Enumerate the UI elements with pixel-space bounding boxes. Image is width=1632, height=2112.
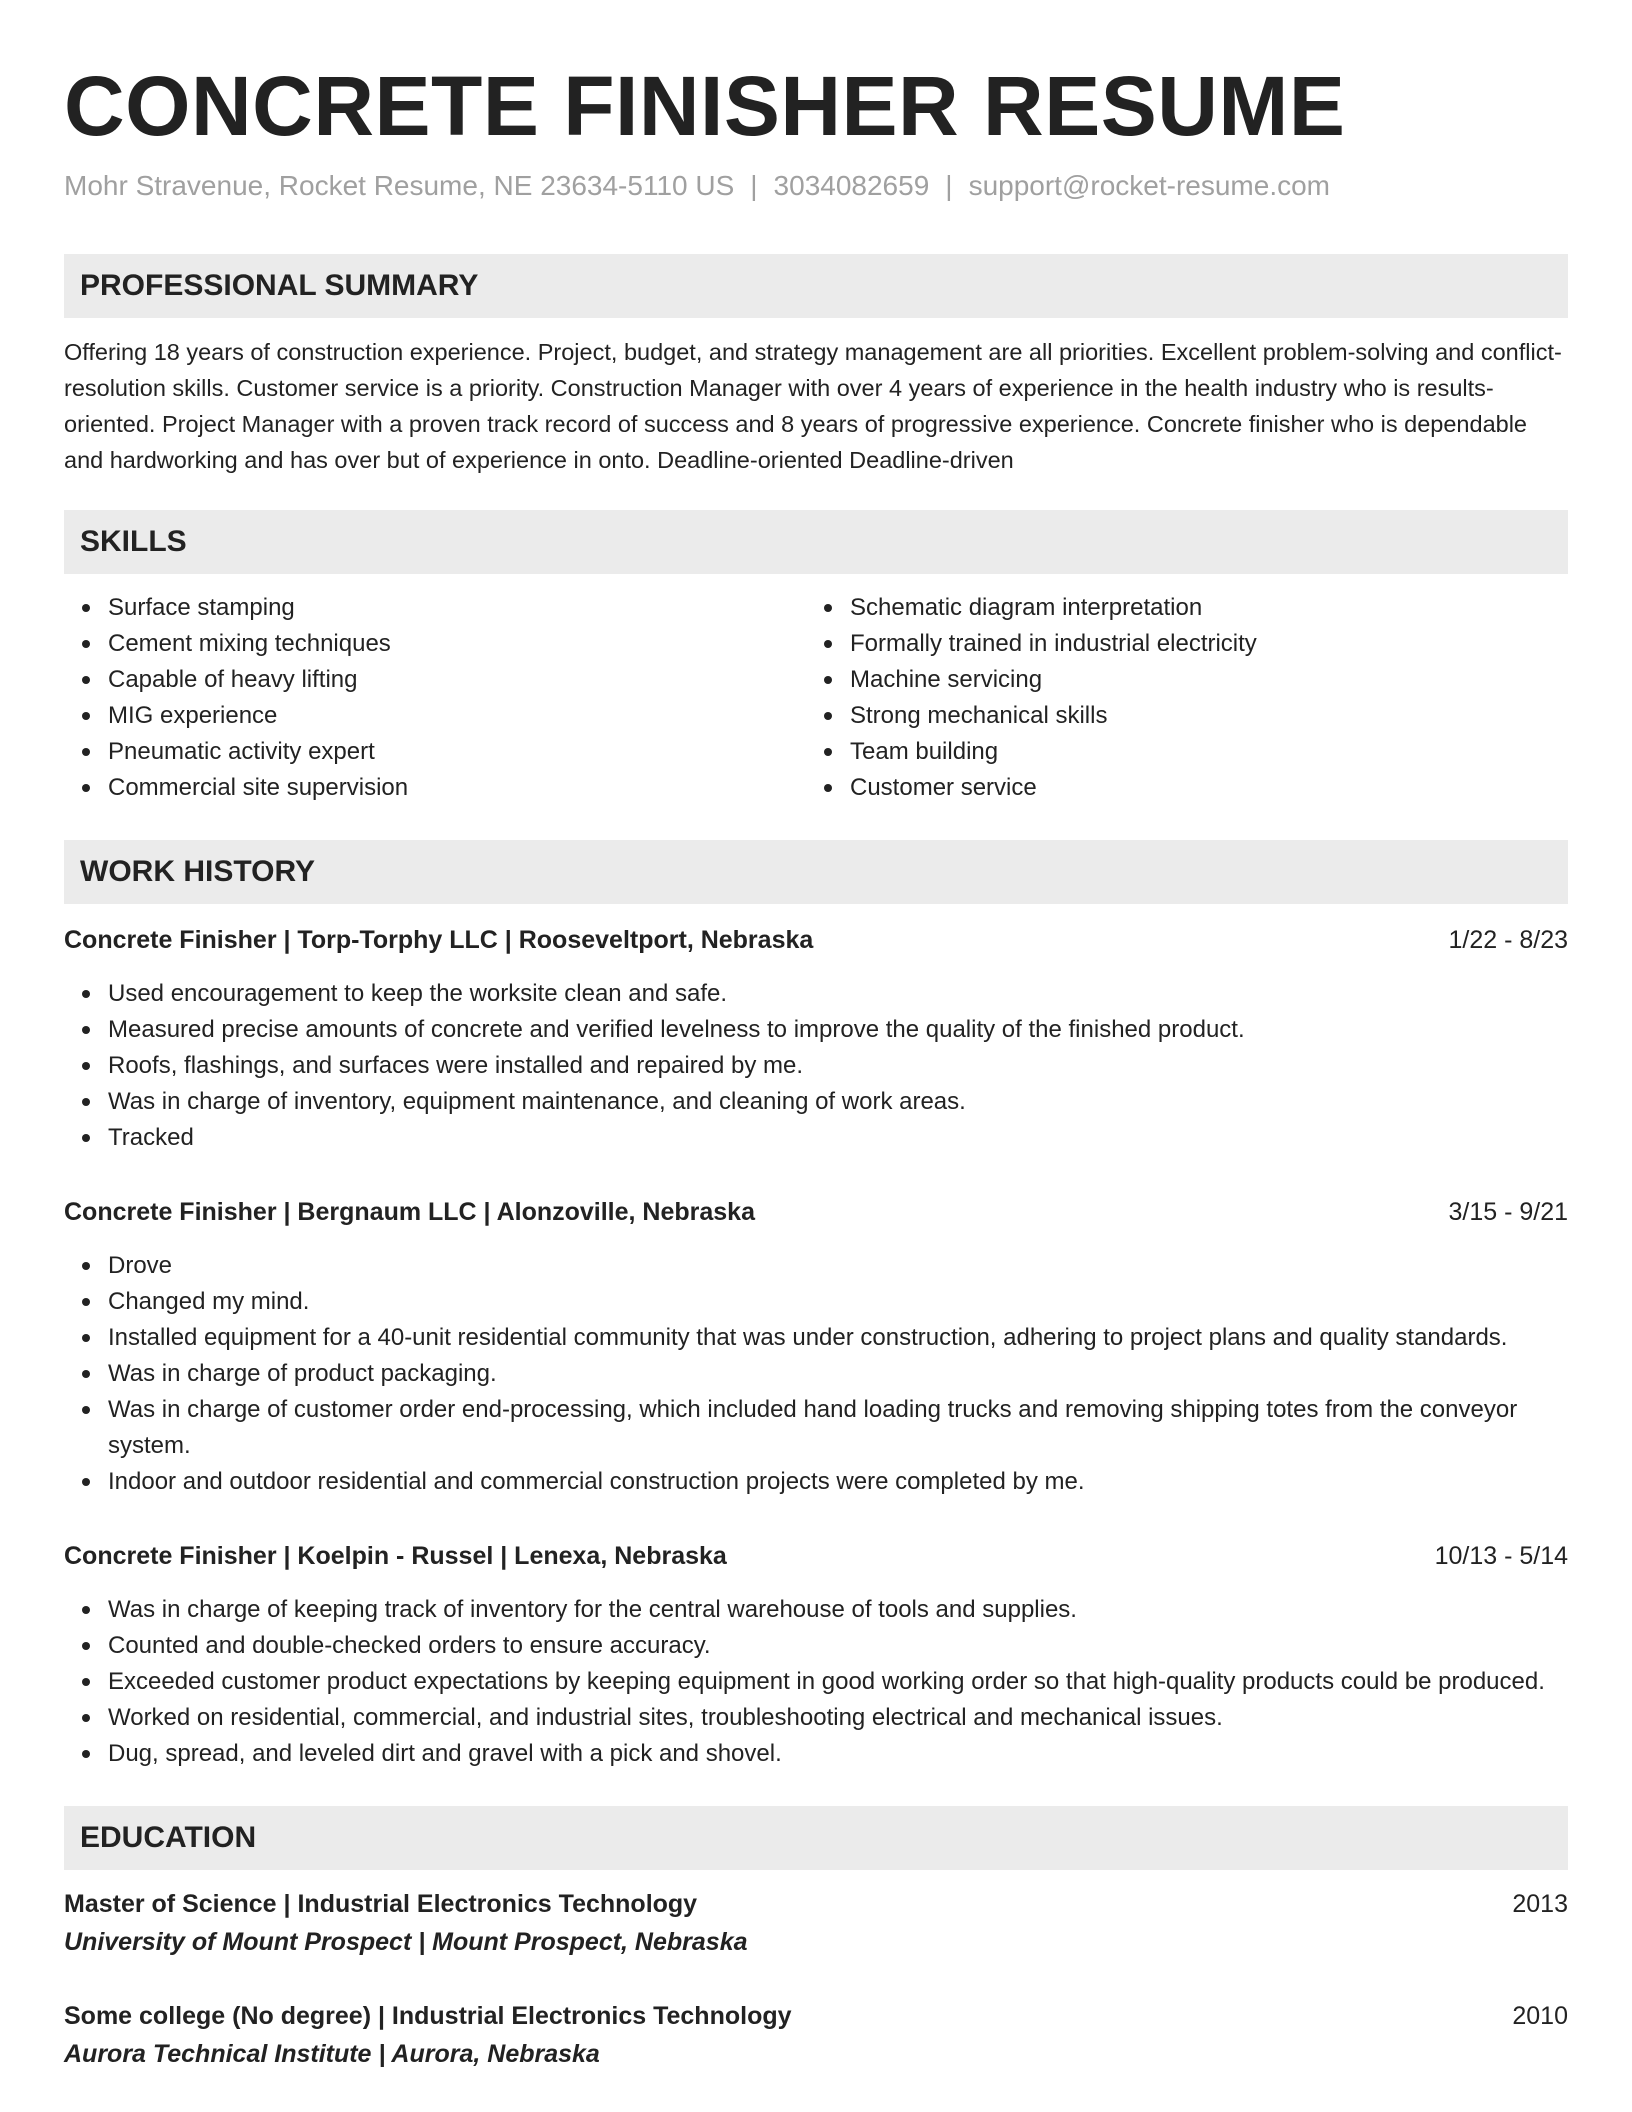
job-duties [64, 1592, 1568, 1772]
job-duty: Dug, spread, and leveled dirt and gravel with a pick and shovel. [108, 1736, 1568, 1772]
job-duty: Exceeded customer product expectations by keeping equipment in good working order so that high-quality products could be produced. [108, 1664, 1568, 1700]
skill-item: Capable of heavy lifting [108, 662, 806, 698]
resume-page [64, 0, 1568, 2072]
contact-address: Mohr Stravenue, Rocket Resume, NE 23634-5110 US [64, 170, 735, 201]
job-duty: Was in charge of inventory, equipment maintenance, and cleaning of work areas. [108, 1084, 1568, 1120]
job-header [64, 1194, 1568, 1230]
skill-item: Strong mechanical skills [850, 698, 1548, 734]
skills-left-column [64, 590, 806, 806]
summary-text: Offering 18 years of construction experience. Project, budget, and strategy management are all priorities. Excellent problem-solving and conflict-resolution skills. Customer service is a priority. Construction Manager with over 4 years of experience in the health industry who is results-oriented. Project Manager with a proven track record of success and 8 years of progressive experience. Concrete finisher who is dependable and hardworking and has over but of experience in onto. Deadline-oriented Deadline-driven [64, 339, 1562, 473]
skills-right-list [806, 590, 1548, 806]
education-heading: EDUCATION [64, 1806, 1568, 1870]
job-duty: Was in charge of product packaging. [108, 1356, 1568, 1392]
job-entry [64, 1194, 1568, 1500]
skills-heading: SKILLS [64, 510, 1568, 574]
skill-item: Team building [850, 734, 1548, 770]
skill-item: Customer service [850, 770, 1548, 806]
job-duties [64, 976, 1568, 1156]
job-title: Concrete Finisher | Koelpin - Russel | Lenexa, Nebraska [64, 1542, 727, 1570]
job-title: Concrete Finisher | Torp-Torphy LLC | Rooseveltport, Nebraska [64, 926, 814, 954]
skill-item: Commercial site supervision [108, 770, 806, 806]
skill-item: Cement mixing techniques [108, 626, 806, 662]
job-duty: Drove [108, 1248, 1568, 1284]
job-duty: Roofs, flashings, and surfaces were installed and repaired by me. [108, 1048, 1568, 1084]
job-header [64, 1538, 1568, 1574]
job-duty: Worked on residential, commercial, and industrial sites, troubleshooting electrical and mechanical issues. [108, 1700, 1568, 1736]
education-year: 2013 [1512, 1890, 1568, 1918]
education-year: 2010 [1512, 2002, 1568, 2030]
summary-heading: PROFESSIONAL SUMMARY [64, 254, 1568, 318]
education-entry [64, 1998, 1568, 2072]
education-degree: Master of Science | Industrial Electronics Technology [64, 1890, 698, 1918]
job-duty: Counted and double-checked orders to ensure accuracy. [108, 1628, 1568, 1664]
job-duty: Measured precise amounts of concrete and verified levelness to improve the quality of the finished product. [108, 1012, 1568, 1048]
skill-item: Schematic diagram interpretation [850, 590, 1548, 626]
job-duty: Was in charge of keeping track of inventory for the central warehouse of tools and supplies. [108, 1592, 1568, 1628]
job-duty: Tracked [108, 1120, 1568, 1156]
job-duty: Was in charge of customer order end-processing, which included hand loading trucks and removing shipping totes from the conveyor system. [108, 1392, 1568, 1464]
skill-item: Pneumatic activity expert [108, 734, 806, 770]
job-duty: Indoor and outdoor residential and commercial construction projects were completed by me. [108, 1464, 1568, 1500]
contact-separator: | [945, 170, 953, 201]
job-duty: Changed my mind. [108, 1284, 1568, 1320]
contact-line [64, 168, 1568, 204]
education-school: University of Mount Prospect | Mount Prospect, Nebraska [64, 1928, 748, 1956]
skills-columns [64, 590, 1568, 806]
skill-item: Surface stamping [108, 590, 806, 626]
job-title: Concrete Finisher | Bergnaum LLC | Alonzoville, Nebraska [64, 1198, 755, 1226]
job-dates: 3/15 - 9/21 [1448, 1198, 1568, 1226]
skills-right-column [806, 590, 1548, 806]
skills-left-list [64, 590, 806, 806]
job-duties [64, 1248, 1568, 1500]
job-entry [64, 922, 1568, 1156]
work-history-heading: WORK HISTORY [64, 840, 1568, 904]
job-header [64, 922, 1568, 958]
skill-item: MIG experience [108, 698, 806, 734]
resume-title: CONCRETE FINISHER RESUME [64, 59, 1346, 153]
contact-separator: | [750, 170, 758, 201]
education-degree: Some college (No degree) | Industrial Electronics Technology [64, 2002, 792, 2030]
job-dates: 1/22 - 8/23 [1448, 926, 1568, 954]
education-header [64, 1886, 1568, 1922]
job-dates: 10/13 - 5/14 [1434, 1542, 1568, 1570]
contact-phone: 3034082659 [773, 170, 930, 201]
skill-item: Machine servicing [850, 662, 1548, 698]
skill-item: Formally trained in industrial electricity [850, 626, 1548, 662]
job-duty: Installed equipment for a 40-unit residential community that was under construction, adhering to project plans and quality standards. [108, 1320, 1568, 1356]
job-entry [64, 1538, 1568, 1772]
education-header [64, 1998, 1568, 2034]
education-entry [64, 1886, 1568, 1960]
job-duty: Used encouragement to keep the worksite clean and safe. [108, 976, 1568, 1012]
contact-email: support@rocket-resume.com [968, 170, 1330, 201]
education-school: Aurora Technical Institute | Aurora, Nebraska [64, 2040, 600, 2068]
